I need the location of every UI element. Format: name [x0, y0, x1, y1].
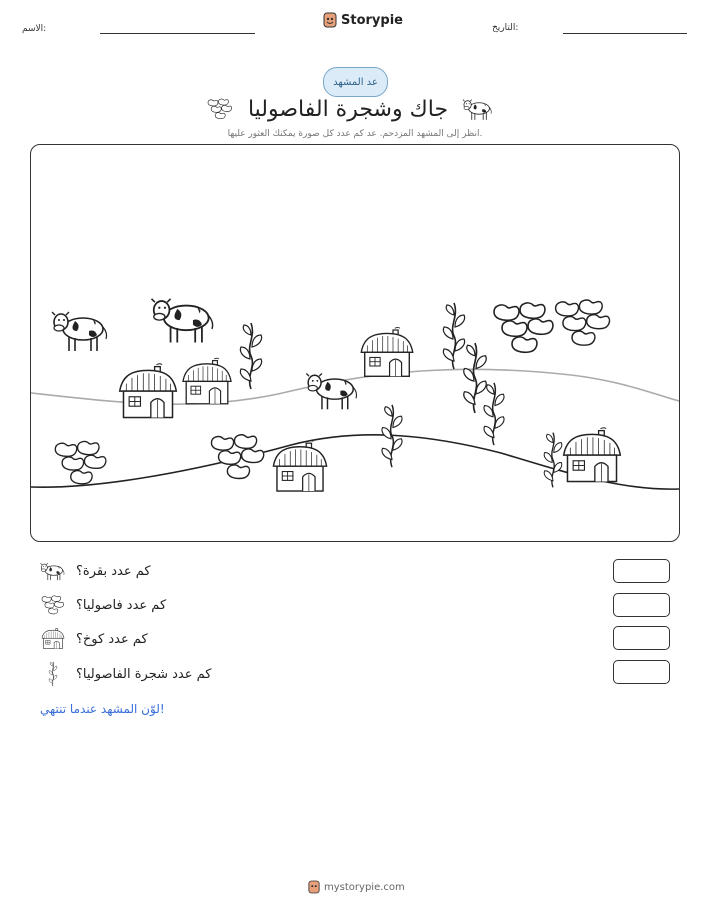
answer-box-beans[interactable]	[613, 593, 670, 617]
beanstalk-4	[484, 383, 504, 445]
color-instruction: لوّن المشهد عندما تنتهي!	[40, 702, 165, 716]
cow-icon	[462, 96, 494, 122]
cottage-5	[564, 428, 621, 482]
answer-box-cows[interactable]	[613, 559, 670, 583]
question-text: كم عدد كوخ؟	[76, 631, 148, 647]
question-beans	[40, 594, 166, 616]
cow-1	[52, 312, 107, 351]
beanstalk-2	[443, 303, 464, 369]
beanstalk-1	[240, 323, 261, 389]
answer-box-cottages[interactable]	[613, 626, 670, 650]
question-text: كم عدد بقرة؟	[76, 563, 151, 579]
counting-scene[interactable]	[30, 144, 680, 542]
bean-pile-1	[55, 442, 106, 484]
footer-site: mystorypie.com	[324, 881, 405, 893]
footer	[308, 880, 405, 894]
page-title-row	[200, 90, 500, 128]
answer-box-beanstalks[interactable]	[613, 660, 670, 684]
date-label: التاريخ:	[492, 23, 519, 33]
bean-pile-3	[494, 303, 553, 352]
scene-illustration	[31, 145, 679, 541]
cow-2	[152, 299, 213, 343]
page-title: جاك وشجرة الفاصوليا	[247, 96, 449, 122]
beans-icon	[206, 97, 234, 121]
question-cows	[40, 560, 151, 582]
brand-name: Storypie	[341, 12, 403, 28]
question-text: كم عدد فاصوليا؟	[76, 597, 167, 613]
cottage-icon	[40, 628, 66, 650]
storypie-logo-icon	[323, 12, 337, 28]
question-text: كم عدد شجرة الفاصوليا؟	[76, 666, 212, 682]
beanstalk-6	[544, 433, 562, 488]
cottage-2	[183, 358, 231, 404]
cottage-3	[361, 327, 412, 376]
worksheet-type-badge: عد المشهد	[323, 67, 388, 97]
name-line[interactable]	[100, 33, 255, 34]
storypie-logo-icon	[308, 880, 320, 894]
question-beanstalks	[40, 661, 211, 687]
beanstalk-3	[464, 343, 486, 413]
bean-pile-4	[556, 300, 610, 345]
cottage-1	[120, 364, 177, 418]
brand-logo	[323, 12, 403, 28]
date-line[interactable]	[563, 33, 687, 34]
instructions-text: انظر إلى المشهد المزدحم. عد كم عدد كل صورة يمكنك العثور عليها.	[227, 129, 483, 139]
name-label: الاسم:	[22, 24, 47, 34]
cow-icon	[40, 560, 66, 582]
bean-pile-2	[211, 435, 263, 479]
beans-icon	[40, 594, 66, 616]
question-cottages	[40, 628, 148, 650]
beanstalk-icon	[40, 661, 66, 687]
